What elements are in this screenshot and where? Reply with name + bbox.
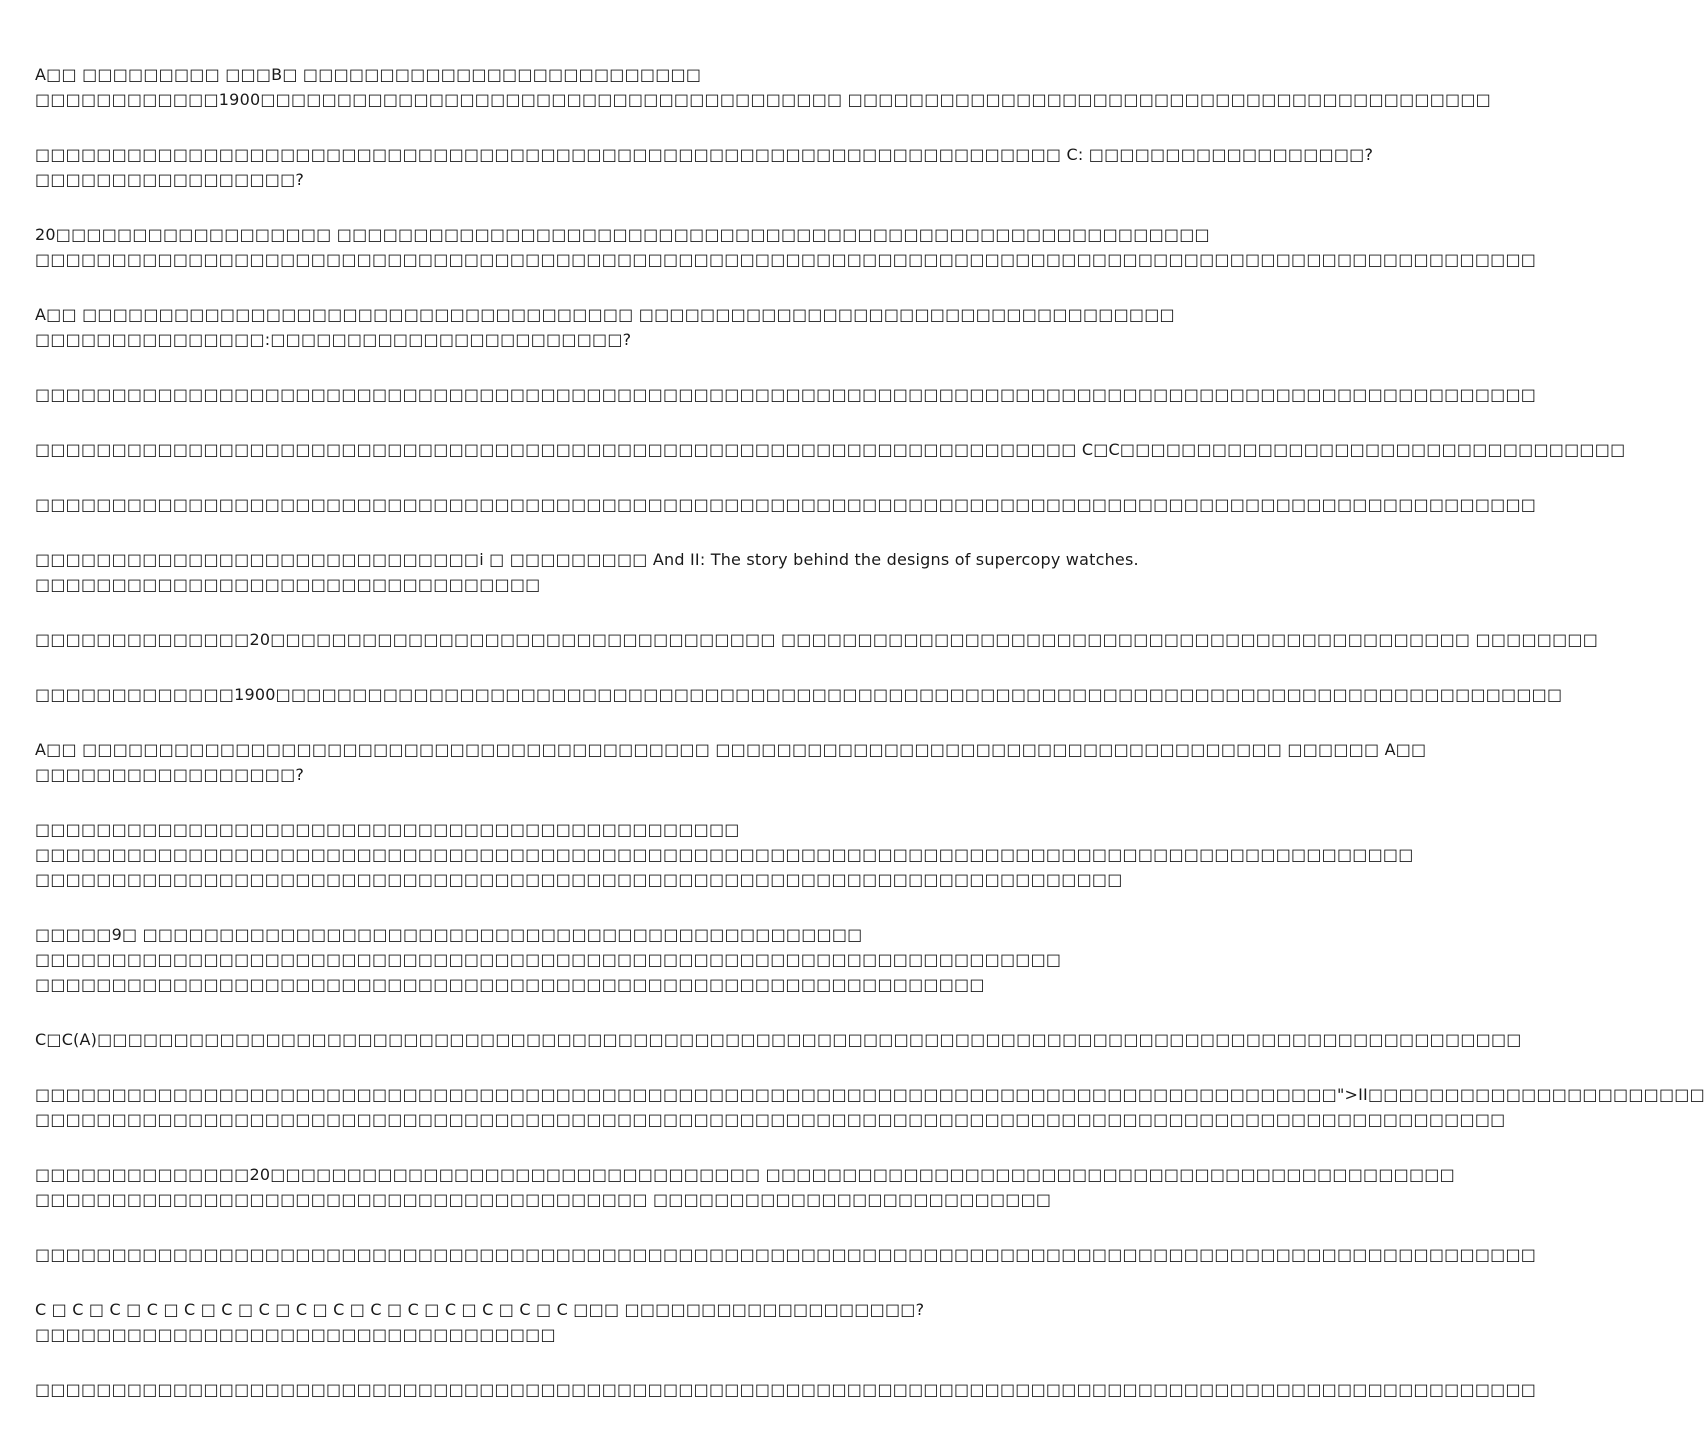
text-line: □□□□□□□□□□□□□□□□□□□□□□□□□□□□□□□□□□□□□□□□□□□□□□□□□□□□□□□□□□□□□□□□□□□□□□□□□□□□□□□□□□□□□□□□□□□□□□□□□□: [35, 1380, 1537, 1399]
paragraph: [35, 62, 1491, 112]
text-line: □□□□□□□□□□□□1900□□□□□□□□□□□□□□□□□□□□□□□□□□□□□□□□□□□□□□ □□□□□□□□□□□□□□□□□□□□□□□□□□□□□□□□□□□□□□□□□□: [35, 90, 1491, 109]
text-line: □□□□□□□□□□□□□□□□□□□□□□□□□□□□□□□□□□□□□□□□□□□□□□□□□□□□□□□□□□□□□□: [35, 975, 985, 994]
paragraph: [35, 1027, 1522, 1052]
text-line: □□□□□□□□□□□□□□□□□□□□□□□□□□□□□□□□□□□□□□□□□□□□□□□□□□□□□□□□□□□□□□□□□□□□ C□C□□□□□□□□□□□□□□□□□□□□□□□□□□□□□□□□□: [35, 440, 1626, 459]
text-line: □□□□□□□□□□□□□□□□□□□□□□□□□□□□□□□□□□□□□□□□□□□□□□□□□□□□□□□□□□□□□□□□□□□□□□□□□□□□□□□□□□□□□□□□□□: [35, 845, 1414, 864]
text-line: □□□□□□□□□□□□□□□□□□□□□□□□□□□□□i □ □□□□□□□□□ And II: The story behind the designs of supercopy watches.: [35, 550, 1139, 569]
text-line: 20□□□□□□□□□□□□□□□□□□ □□□□□□□□□□□□□□□□□□□□□□□□□□□□□□□□□□□□□□□□□□□□□□□□□□□□□□□□□: [35, 225, 1210, 244]
paragraph: [35, 737, 1427, 787]
text-line: □□□□□□□□□□□□□1900□□□□□□□□□□□□□□□□□□□□□□□□□□□□□□□□□□□□□□□□□□□□□□□□□□□□□□□□□□□□□□□□□□□□□□□□□□□□□□□□□□□□: [35, 685, 1563, 704]
paragraph: [35, 682, 1563, 707]
document-body: [35, 62, 1705, 1432]
text-line: C□C(A)□□□□□□□□□□□□□□□□□□□□□□□□□□□□□□□□□□□□□□□□□□□□□□□□□□□□□□□□□□□□□□□□□□□□□□□□□□□□□□□□□□□□□□□□□□□□□: [35, 1030, 1522, 1049]
text-line: □□□□□□□□□□□□□□□□□?: [35, 765, 305, 784]
text-line: □□□□□□□□□□□□□□□□□□□□□□□□□□□□□□□□□□□□□□□□ □□□□□□□□□□□□□□□□□□□□□□□□□□: [35, 1190, 1052, 1209]
text-line: □□□□□9□ □□□□□□□□□□□□□□□□□□□□□□□□□□□□□□□□□□□□□□□□□□□□□□□: [35, 925, 863, 944]
paragraph: [35, 492, 1537, 517]
text-line: □□□□□□□□□□□□□□□□□□□□□□□□□□□□□□□□□□: [35, 1325, 556, 1344]
paragraph: [35, 1242, 1537, 1267]
paragraph: [35, 1162, 1455, 1212]
paragraph: [35, 222, 1537, 272]
paragraph: [35, 1082, 1705, 1132]
text-line: □□□□□□□□□□□□□□□□□□□□□□□□□□□□□□□□□□□□□□□□□□□□□□□□□□□□□□□□□□□□□□□□□□□□□□□□□□□□□□□□□□□□□">II□□□□□□□□□□□□□□□□□□□□□□: [35, 1085, 1705, 1104]
text-line: A□□ □□□□□□□□□□□□□□□□□□□□□□□□□□□□□□□□□□□□ □□□□□□□□□□□□□□□□□□□□□□□□□□□□□□□□□□□: [35, 305, 1175, 324]
text-line: □□□□□□□□□□□□□□□□□□□□□□□□□□□□□□□□□□□□□□□□□□□□□□□□□□□□□□□□□□□□□□□□□□□□□□□□□□□□□□□□□□□□□□□□□□□□□□□□: [35, 1110, 1506, 1129]
paragraph: [35, 547, 1139, 597]
text-line: C □ C □ C □ C □ C □ C □ C □ C □ C □ C □ C □ C □ C □ C □ C □□□ □□□□□□□□□□□□□□□□□□□?: [35, 1300, 925, 1319]
text-line: A□□ □□□□□□□□□ □□□B□ □□□□□□□□□□□□□□□□□□□□□□□□□□: [35, 65, 702, 84]
paragraph: [35, 627, 1599, 652]
paragraph: [35, 382, 1537, 407]
text-line: □□□□□□□□□□□□□□□□□□□□□□□□□□□□□□□□□□□□□□□□□□□□□□□□□□□□□□□□□□□□□□□□□□□ C: □□□□□□□□□□□□□□□□□□?: [35, 145, 1374, 164]
text-line: □□□□□□□□□□□□□□20□□□□□□□□□□□□□□□□□□□□□□□□□□□□□□□□ □□□□□□□□□□□□□□□□□□□□□□□□□□□□□□□□□□□□□□□□□□□□□: [35, 1165, 1455, 1184]
text-line: □□□□□□□□□□□□□□□□□□□□□□□□□□□□□□□□□□□□□□□□□□□□□□□□□□□□□□□□□□□□□□□□□□□□□□□□□□□□□□□□□□□□□□□□□□□□□□□□□□: [35, 385, 1537, 404]
paragraph: [35, 437, 1626, 462]
paragraph: [35, 142, 1374, 192]
paragraph: [35, 1377, 1537, 1402]
text-line: □□□□□□□□□□□□□□□□□?: [35, 170, 305, 189]
text-line: □□□□□□□□□□□□□□□□□□□□□□□□□□□□□□□□□□□□□□□□□□□□□□□□□□□□□□□□□□□□□□□□□□□□□□□□□□□□□□□□□□□□□□□□□□□□□□□□□□: [35, 250, 1537, 269]
paragraph: [35, 1297, 990, 1347]
text-line: □□□□□□□□□□□□□□20□□□□□□□□□□□□□□□□□□□□□□□□□□□□□□□□□ □□□□□□□□□□□□□□□□□□□□□□□□□□□□□□□□□□□□□□□□□□□□□ □□□□□□□□: [35, 630, 1599, 649]
text-line: □□□□□□□□□□□□□□□□□□□□□□□□□□□□□□□□□□□□□□□□□□□□□□□□□□□□□□□□□□□□□□□□□□□□□□□□□□□□□□□□□□□□□□□□□□□□□□□□□□: [35, 1245, 1537, 1264]
text-line: □□□□□□□□□□□□□□□□□□□□□□□□□□□□□□□□□□□□□□□□□□□□□□□□□□□□□□□□□□□□□□□□□□□□□□□□□□□□□□□□□□□□□□□□□□□□□□□□□□: [35, 495, 1537, 514]
text-line: □□□□□□□□□□□□□□□□□□□□□□□□□□□□□□□□□□□□□□□□□□□□□□: [35, 820, 740, 839]
paragraph: [35, 922, 1062, 997]
text-line: □□□□□□□□□□□□□□□□□□□□□□□□□□□□□□□□□: [35, 575, 541, 594]
text-line: □□□□□□□□□□□□□□□□□□□□□□□□□□□□□□□□□□□□□□□□□□□□□□□□□□□□□□□□□□□□□□□□□□□□□□□: [35, 870, 1123, 889]
paragraph: [35, 302, 1175, 352]
paragraph: [35, 817, 1414, 892]
text-line: A□□ □□□□□□□□□□□□□□□□□□□□□□□□□□□□□□□□□□□□□□□□□ □□□□□□□□□□□□□□□□□□□□□□□□□□□□□□□□□□□□□ □□□□□□ A□□: [35, 740, 1427, 759]
text-line: □□□□□□□□□□□□□□□:□□□□□□□□□□□□□□□□□□□□□□□?: [35, 330, 632, 349]
text-line: □□□□□□□□□□□□□□□□□□□□□□□□□□□□□□□□□□□□□□□□□□□□□□□□□□□□□□□□□□□□□□□□□□□: [35, 950, 1062, 969]
